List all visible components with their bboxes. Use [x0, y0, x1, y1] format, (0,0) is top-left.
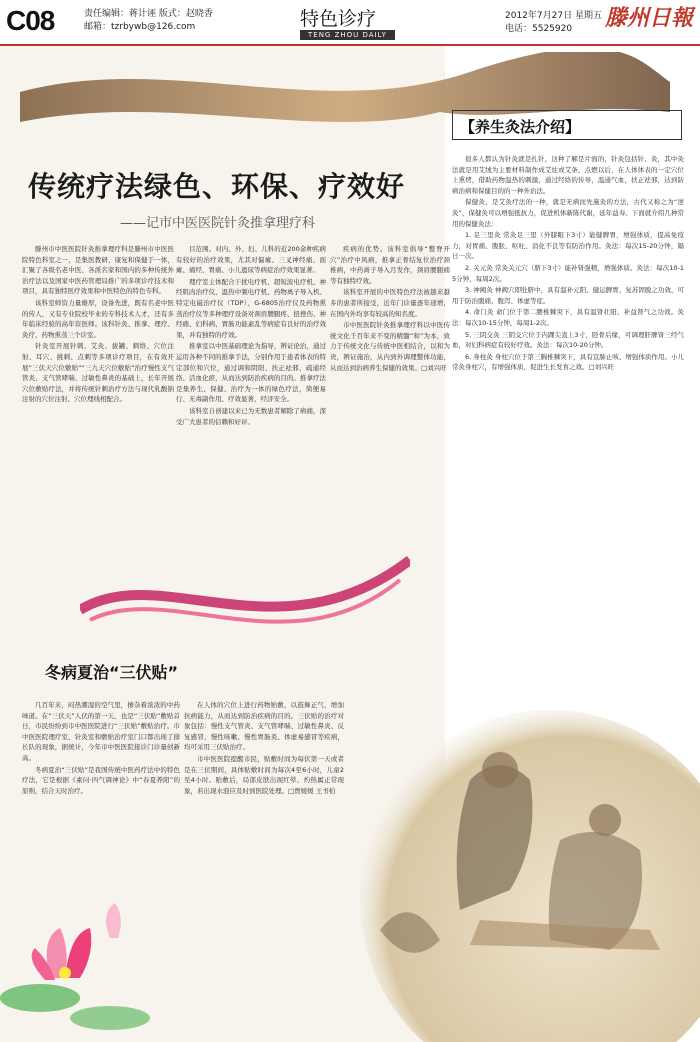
paragraph: 该科室自创建以来已为无数患者解除了病痛，深受广大患者的信赖和好评。 — [176, 406, 326, 426]
paragraph: 理疗室主体配合干扰电疗机、超短波电疗机、神经肌肉治疗仪、温热中频电疗机、药物离子导入机、特定电磁治疗仪（TDP）、G-6805治疗仪及药物熏蒸治疗仪等多种理疗设备对颈肩腰腿疼、扭挫伤、神经痛、妇科病、胃肠功能紊乱等病症有良好的治疗效果，并有独特的疗效。 — [176, 277, 326, 339]
article2-column-2 — [184, 700, 344, 926]
paragraph: 6. 身柱灸 身柱穴位于第三胸椎棘突下，具有宣肺止咳、增强体质作用。小儿常灸身柱穴，有增强体质、促进生长发育之效。□刘兴旺 — [452, 352, 684, 372]
paragraph: 几百年来，闷热潮湿的空气里，掺杂着浓浓的中药味道。在“三伏天”人伏的第一天，也是“三伏贴”敷贴首日，市民纷纷到市中医医院进行“三伏贴”敷贴治疗。市中医医院理疗室、针灸室和敷贴治疗室门口都出现了排长队的现象，据统计，今年市中医医院接诊门诊量创新高。 — [22, 701, 180, 762]
article3-body — [452, 154, 684, 698]
paragraph: 疾病的优势。该科室倡导“整脊开穴”治疗中风病，推拿正骨结复位治疗颈椎病，中药离子导入月发作，颈肩腰腿痛等有独特疗效。 — [330, 245, 450, 285]
editor-line: 责任编辑：蒋计诬 版式：赵晓香 — [84, 9, 213, 19]
paragraph: 冬病夏治“三伏贴”是我国传统中医药疗法中的特色疗法，它是根据《素问·四气调神论》中“春夏养阳”的原则，结合天时治疗。 — [22, 765, 180, 795]
paragraph: 保健灸，是艾灸疗法的一种，就是无病而先施灸的方法，古代又称之为“逆灸”，保健灸可以增强抵抗力，促进机体新陈代谢，延年益寿。下面就介绍几种常用的保健灸法： — [452, 198, 684, 228]
phone-line: 电话：5525920 — [505, 24, 573, 34]
paragraph: 3. 神阙灸 神阙穴即肚脐中，具有温补元阳、健运脾胃、复苏固脱之功效，可用于防治腹痛、腹泻、体虚等症。 — [452, 286, 684, 305]
article2-title: 冬病夏治“三伏贴” — [45, 663, 179, 682]
article-column-2 — [176, 244, 326, 580]
email-line: 邮箱：tzrbywb@126.com — [84, 22, 196, 32]
editor-info — [84, 8, 213, 34]
date-line: 2012年7月27日 星期五 — [505, 11, 602, 21]
paragraph: 针灸室开展针刺、艾灸、拔罐、刺络、穴位注射、耳穴、挑刺、点刺等多项诊疗项目，在有效开展“三伏天穴位敷贴”“三九天穴位敷贴”治疗慢性支气管炎、支气管哮喘、过敏性鼻炎的基础上，长年开展穴位敷贴疗法，并将传统针刺治疗方法与现代乳酸钠注射的穴位注射、穴位埋线相配合。 — [22, 342, 174, 404]
article2-column-1 — [22, 700, 180, 900]
paragraph: 该科室开展的中医特色疗法被越来越多的患者所接受，近年门诊量逐年递增，在国内外均享有较高的知名度。 — [330, 288, 450, 318]
page-number: C08 — [6, 5, 55, 36]
date-info — [505, 10, 602, 36]
article-column-1 — [22, 244, 174, 586]
paragraph: 在人体的穴位上进行药物贴敷，以鼓舞正气，增加抗病能力，从而达到防治疾病的目的。三伏贴的治疗对象包括：慢性支气管炎、支气管哮喘、过敏性鼻炎、反复感冒、慢性咳嗽、慢性胃肠炎、体虚易感冒等疾病，均可采用三伏贴治疗。 — [184, 701, 344, 752]
paragraph: 2. 关元灸 常灸关元穴（脐下3寸）能补肾强精，增强体质。灸法：每次10-15分钟，每周2次。 — [452, 263, 684, 283]
lotus-illustration — [0, 878, 150, 1042]
article-title: 传统疗法绿色、环保、疗效好 — [28, 170, 406, 203]
paragraph: 目范围。对内、外、妇、儿科的近200余种疾病有较好的治疗效果，尤其对偏瘫、三叉神经痛、面瘫、痛经、胃痛、小儿遗尿等病症治疗效果显著。 — [176, 245, 326, 275]
paragraph: 很多人都认为针灸就是扎针，这种了解是片面的，针灸包括针、灸，其中灸法就是用艾绒为主要材料制作成艾炷或艾条，点燃以后，在人体体表的一定穴位上熏烤，借助药物温热的刺激，通过经络的传导，温通气血，扶正祛邪，达到防病治病和保健目的的一种外治法。 — [452, 155, 684, 195]
section-title: 特色诊疗 — [300, 8, 377, 30]
paragraph: 市中医医院提醒市民，贴敷时间为每伏第一天或者是在三伏期间，具体贴敷时间为每次4至6小时，儿童2至4小时。贴敷后，局部皮肤出现红晕、灼热属正常现象，若出现水泡应及时到医院处理。□贾媛媛 王书柏 — [184, 754, 344, 795]
paragraph: 滕州市中医医院针灸推拿理疗科是滕州市中医医院特色科室之一，是集医教研、康复和保健于一体，汇聚了各级名老中医、各派名家和国内的多种传统外治疗法以及国家中医药管理局推广的多项诊疗技术和项目，具有独特医疗效果和中医特色的特色专科。 — [22, 245, 174, 296]
paragraph: 市中医医院针灸推拿理疗科以中医传统文化千百年来不变的精髓“和”为本，致力于传统文化与传统中医相结合，以和为贵，辨证施治，从内到外调理整体功能，从而达到治病养生保健的效果。□刘兴旺 — [330, 321, 450, 372]
section-subtitle: TENG ZHOU DAILY — [300, 30, 395, 40]
paragraph: 4. 命门灸 命门位于第二腰椎棘突下，具有温肾壮阳、补益肾气之功效。灸法：每次10-15分钟，每周1-2次。 — [452, 308, 684, 327]
article-column-3 — [330, 244, 450, 564]
newspaper-logo: 滕州日報 — [605, 5, 694, 31]
paragraph: 1. 足三里灸 常灸足三里（外膝眼下3寸）能健脾胃，增强体质，提高免疫力，对胃痛、腹胀、呕吐、消化不良等有防治作用。灸法：每次15-20分钟，隔日一次。 — [452, 231, 684, 261]
paragraph: 5. 三阴交灸 三阴交穴位于内踝尖直上3寸，胫骨后缘，可调理肝脾肾三经气血，对妇科病症有较好疗效。灸法：每次10-20分钟。 — [452, 330, 684, 350]
acupuncture-painting — [350, 690, 700, 1042]
paragraph: 推拿室以中医基础理论为指导，辨证论治，通过运用各种不同的推拿手法，分别作用于患者体表的特定部位和穴位，通过调和阴阳、扶正祛邪、疏通经络、活血化瘀，从而达到防治疾病的目的。推拿疗法是集养生、保健、治疗为一体的绿色疗法，简便易行、无毒副作用、疗效显著、经济安全。 — [176, 342, 326, 404]
article-subtitle: ——记市中医医院针灸推拿理疗科 — [120, 216, 316, 231]
paragraph: 该科室师资力量雄厚，设备先进，既有名老中医的传人，又有专业院校毕业的专科技术人才，还有多年临床经验的高年资医师。该科针灸、推拿、理疗、灸疗、药物熏蒸三个诊室。 — [22, 298, 174, 339]
article3-title: 【养生灸法介绍】 — [460, 118, 581, 136]
